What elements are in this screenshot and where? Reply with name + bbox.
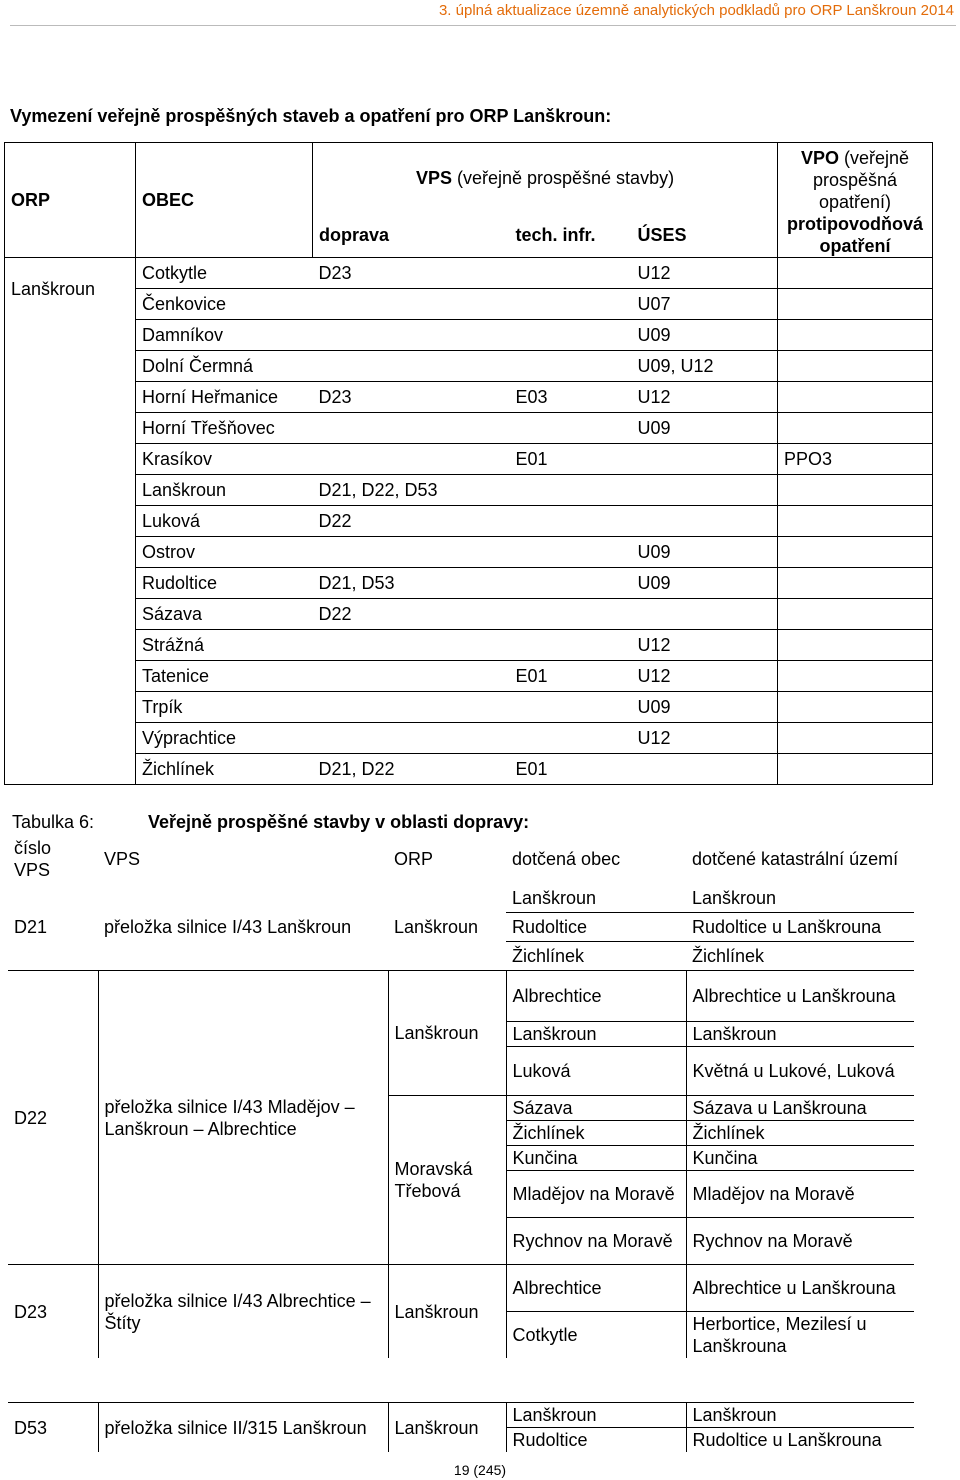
running-header: 3. úplná aktualizace územně analytických podkladů pro ORP Lanškroun 2014 <box>438 2 954 19</box>
obec-cell: Mladějov na Moravě <box>506 1171 686 1218</box>
tech-cell: E01 <box>510 661 632 692</box>
uses-cell <box>632 444 778 475</box>
col-obec-header-2: dotčená obec <box>512 849 621 869</box>
table1-body <box>5 258 933 785</box>
obec-cell: Žichlínek <box>506 1121 686 1146</box>
transport-vps-table <box>8 834 914 1452</box>
obec-cell: Dolní Čermná <box>136 351 313 382</box>
protipov-cell <box>778 630 933 661</box>
doprava-cell <box>313 351 510 382</box>
col-vpo-header: VPO (veřejně prospěšná opatření) <box>778 143 933 214</box>
protipov-cell <box>778 351 933 382</box>
col-kat-header: dotčené katastrální území <box>692 849 899 869</box>
tech-cell <box>510 413 632 444</box>
obec-cell: Albrechtice <box>506 1265 686 1312</box>
tech-cell <box>510 289 632 320</box>
col-vps-header: VPS (veřejně prospěšné stavby) <box>313 143 778 214</box>
obec-cell: Žichlínek <box>136 754 313 785</box>
obec-cell: Ostrov <box>136 537 313 568</box>
protipov-cell <box>778 413 933 444</box>
uses-cell: U09 <box>632 413 778 444</box>
tech-cell <box>510 692 632 723</box>
protipov-cell <box>778 599 933 630</box>
vps-id-d22: D22 <box>8 971 98 1265</box>
table-row <box>5 537 933 568</box>
obec-cell: Sázava <box>136 599 313 630</box>
obec-cell: Rudoltice <box>136 568 313 599</box>
kat-cell: Žichlínek <box>686 942 914 971</box>
kat-cell: Rudoltice u Lanškrouna <box>686 1428 914 1453</box>
tech-cell <box>510 599 632 630</box>
tech-cell <box>510 537 632 568</box>
table6-title: Veřejně prospěšné stavby v oblasti dopravy: <box>148 812 530 832</box>
tech-cell <box>510 723 632 754</box>
vps-orp-d53: Lanškroun <box>388 1403 506 1453</box>
kat-cell: Albrechtice u Lanškrouna <box>686 1265 914 1312</box>
doprava-cell: D23 <box>313 382 510 413</box>
doprava-cell: D21, D22, D53 <box>313 475 510 506</box>
obec-cell: Čenkovice <box>136 289 313 320</box>
obec-cell: Lanškroun <box>506 884 686 913</box>
uses-cell <box>632 754 778 785</box>
orp-cell: Lanškroun <box>5 258 136 320</box>
protipov-cell <box>778 289 933 320</box>
obec-cell: Lanškroun <box>506 1022 686 1047</box>
tech-cell: E01 <box>510 754 632 785</box>
kat-cell: Rychnov na Moravě <box>686 1218 914 1265</box>
col-cislo-header: číslo VPS <box>14 838 52 880</box>
table-row <box>5 475 933 506</box>
obec-cell: Rudoltice <box>506 913 686 942</box>
tech-cell <box>510 320 632 351</box>
vps-id-d21: D21 <box>8 884 98 971</box>
obec-cell: Tatenice <box>136 661 313 692</box>
uses-cell: U12 <box>632 382 778 413</box>
tech-cell <box>510 351 632 382</box>
tech-cell <box>510 506 632 537</box>
uses-cell: U09 <box>632 537 778 568</box>
table-gap <box>8 1358 914 1403</box>
uses-cell <box>632 475 778 506</box>
obec-cell: Horní Heřmanice <box>136 382 313 413</box>
col-orp-header-2: ORP <box>394 849 434 869</box>
protipov-cell <box>778 692 933 723</box>
table-row <box>5 692 933 723</box>
table-row <box>5 568 933 599</box>
orp-cell-empty <box>5 320 136 785</box>
doprava-cell: D22 <box>313 506 510 537</box>
obec-cell: Luková <box>506 1047 686 1096</box>
protipov-cell <box>778 258 933 289</box>
vps-desc-d21: přeložka silnice I/43 Lanškroun <box>98 884 388 971</box>
kat-cell: Žichlínek <box>686 1121 914 1146</box>
header-rule <box>10 25 956 26</box>
table-row <box>5 661 933 692</box>
obec-cell: Lanškroun <box>136 475 313 506</box>
obec-cell: Horní Třešňovec <box>136 413 313 444</box>
kat-cell: Albrechtice u Lanškrouna <box>686 971 914 1022</box>
protipov-cell <box>778 568 933 599</box>
table-row <box>5 289 933 320</box>
doprava-cell: D22 <box>313 599 510 630</box>
kat-cell: Lanškroun <box>686 1022 914 1047</box>
section-title: Vymezení veřejně prospěšných staveb a opatření pro ORP Lanškroun: <box>10 106 612 126</box>
table-row <box>5 506 933 537</box>
tech-cell <box>510 475 632 506</box>
doprava-cell <box>313 692 510 723</box>
table-row <box>5 258 933 289</box>
doprava-cell <box>313 661 510 692</box>
vps-id-d53: D53 <box>14 1417 48 1438</box>
doprava-cell: D21, D53 <box>313 568 510 599</box>
protipov-cell <box>778 661 933 692</box>
tech-cell: E01 <box>510 444 632 475</box>
protipov-cell <box>778 475 933 506</box>
kat-cell: Sázava u Lanškrouna <box>686 1096 914 1121</box>
table-row <box>5 599 933 630</box>
page-number: 19 (245) <box>453 1462 507 1478</box>
tech-cell <box>510 568 632 599</box>
table-row <box>5 630 933 661</box>
table6-caption <box>12 812 529 833</box>
col-uses-header: ÚSES <box>632 213 778 258</box>
protipov-cell: PPO3 <box>778 444 933 475</box>
doprava-cell <box>313 444 510 475</box>
tech-cell: E03 <box>510 382 632 413</box>
doprava-cell <box>313 289 510 320</box>
uses-cell: U09 <box>632 568 778 599</box>
protipov-cell <box>778 506 933 537</box>
col-vps-header-2: VPS <box>104 849 141 869</box>
table-row <box>5 754 933 785</box>
col-orp-header: ORP <box>5 143 136 258</box>
kat-cell: Rudoltice u Lanškrouna <box>686 913 914 942</box>
vps-orp-d21: Lanškroun <box>388 884 506 971</box>
uses-cell: U09 <box>632 320 778 351</box>
obec-cell: Albrechtice <box>506 971 686 1022</box>
kat-cell: Mladějov na Moravě <box>686 1171 914 1218</box>
vps-orp-d22-1: Lanškroun <box>388 971 506 1096</box>
doprava-cell <box>313 630 510 661</box>
doprava-cell <box>313 413 510 444</box>
kat-cell: Herbortice, Mezilesí u Lanškrouna <box>686 1312 914 1359</box>
col-tech-header: tech. infr. <box>510 213 632 258</box>
kat-cell: Lanškroun <box>686 884 914 913</box>
obec-cell: Cotkytle <box>136 258 313 289</box>
protipov-cell <box>778 723 933 754</box>
col-protipov-header: protipovodňová opatření <box>778 213 933 258</box>
kat-cell: Kunčina <box>686 1146 914 1171</box>
obec-cell: Trpík <box>136 692 313 723</box>
obec-cell: Kunčina <box>506 1146 686 1171</box>
table-row <box>5 444 933 475</box>
protipov-cell <box>778 320 933 351</box>
col-doprava-header: doprava <box>313 213 510 258</box>
col-obec-header: OBEC <box>136 143 313 258</box>
obec-cell: Krasíkov <box>136 444 313 475</box>
obec-cell: Žichlínek <box>506 942 686 971</box>
vps-desc-d53: přeložka silnice II/315 Lanškroun <box>98 1403 388 1453</box>
obec-cell: Výprachtice <box>136 723 313 754</box>
kat-cell: Lanškroun <box>686 1403 914 1428</box>
uses-cell: U12 <box>632 661 778 692</box>
table-row <box>5 413 933 444</box>
uses-cell: U09 <box>632 692 778 723</box>
uses-cell: U09, U12 <box>632 351 778 382</box>
protipov-cell <box>778 754 933 785</box>
obec-cell: Cotkytle <box>506 1312 686 1359</box>
protipov-cell <box>778 537 933 568</box>
tech-cell <box>510 630 632 661</box>
table-row <box>5 351 933 382</box>
doprava-cell: D21, D22 <box>313 754 510 785</box>
doprava-cell <box>313 537 510 568</box>
obec-cell: Damníkov <box>136 320 313 351</box>
vps-orp-d23: Lanškroun <box>388 1265 506 1359</box>
uses-cell <box>632 506 778 537</box>
doprava-cell <box>313 320 510 351</box>
obec-cell: Rudoltice <box>506 1428 686 1453</box>
obec-cell: Strážná <box>136 630 313 661</box>
uses-cell <box>632 599 778 630</box>
obec-cell: Lanškroun <box>506 1403 686 1428</box>
uses-cell: U12 <box>632 258 778 289</box>
vps-desc-d23: přeložka silnice I/43 Albrechtice – Štíty <box>98 1265 388 1359</box>
vps-desc-d22: přeložka silnice I/43 Mladějov – Lanškroun – Albrechtice <box>98 971 388 1265</box>
obec-cell: Rychnov na Moravě <box>506 1218 686 1265</box>
table6-label: Tabulka 6: <box>12 812 95 832</box>
uses-cell: U12 <box>632 630 778 661</box>
doprava-cell: D23 <box>313 258 510 289</box>
obec-cell: Sázava <box>506 1096 686 1121</box>
table-row <box>5 382 933 413</box>
kat-cell: Květná u Lukové, Luková <box>686 1047 914 1096</box>
uses-cell: U12 <box>632 723 778 754</box>
doprava-cell <box>313 723 510 754</box>
vps-vpo-table <box>4 142 932 785</box>
obec-cell: Luková <box>136 506 313 537</box>
uses-cell: U07 <box>632 289 778 320</box>
protipov-cell <box>778 382 933 413</box>
table-row <box>5 723 933 754</box>
vps-orp-d22-2: Moravská Třebová <box>388 1096 506 1265</box>
tech-cell <box>510 258 632 289</box>
vps-id-d23: D23 <box>14 1301 48 1322</box>
table-row <box>5 320 933 351</box>
